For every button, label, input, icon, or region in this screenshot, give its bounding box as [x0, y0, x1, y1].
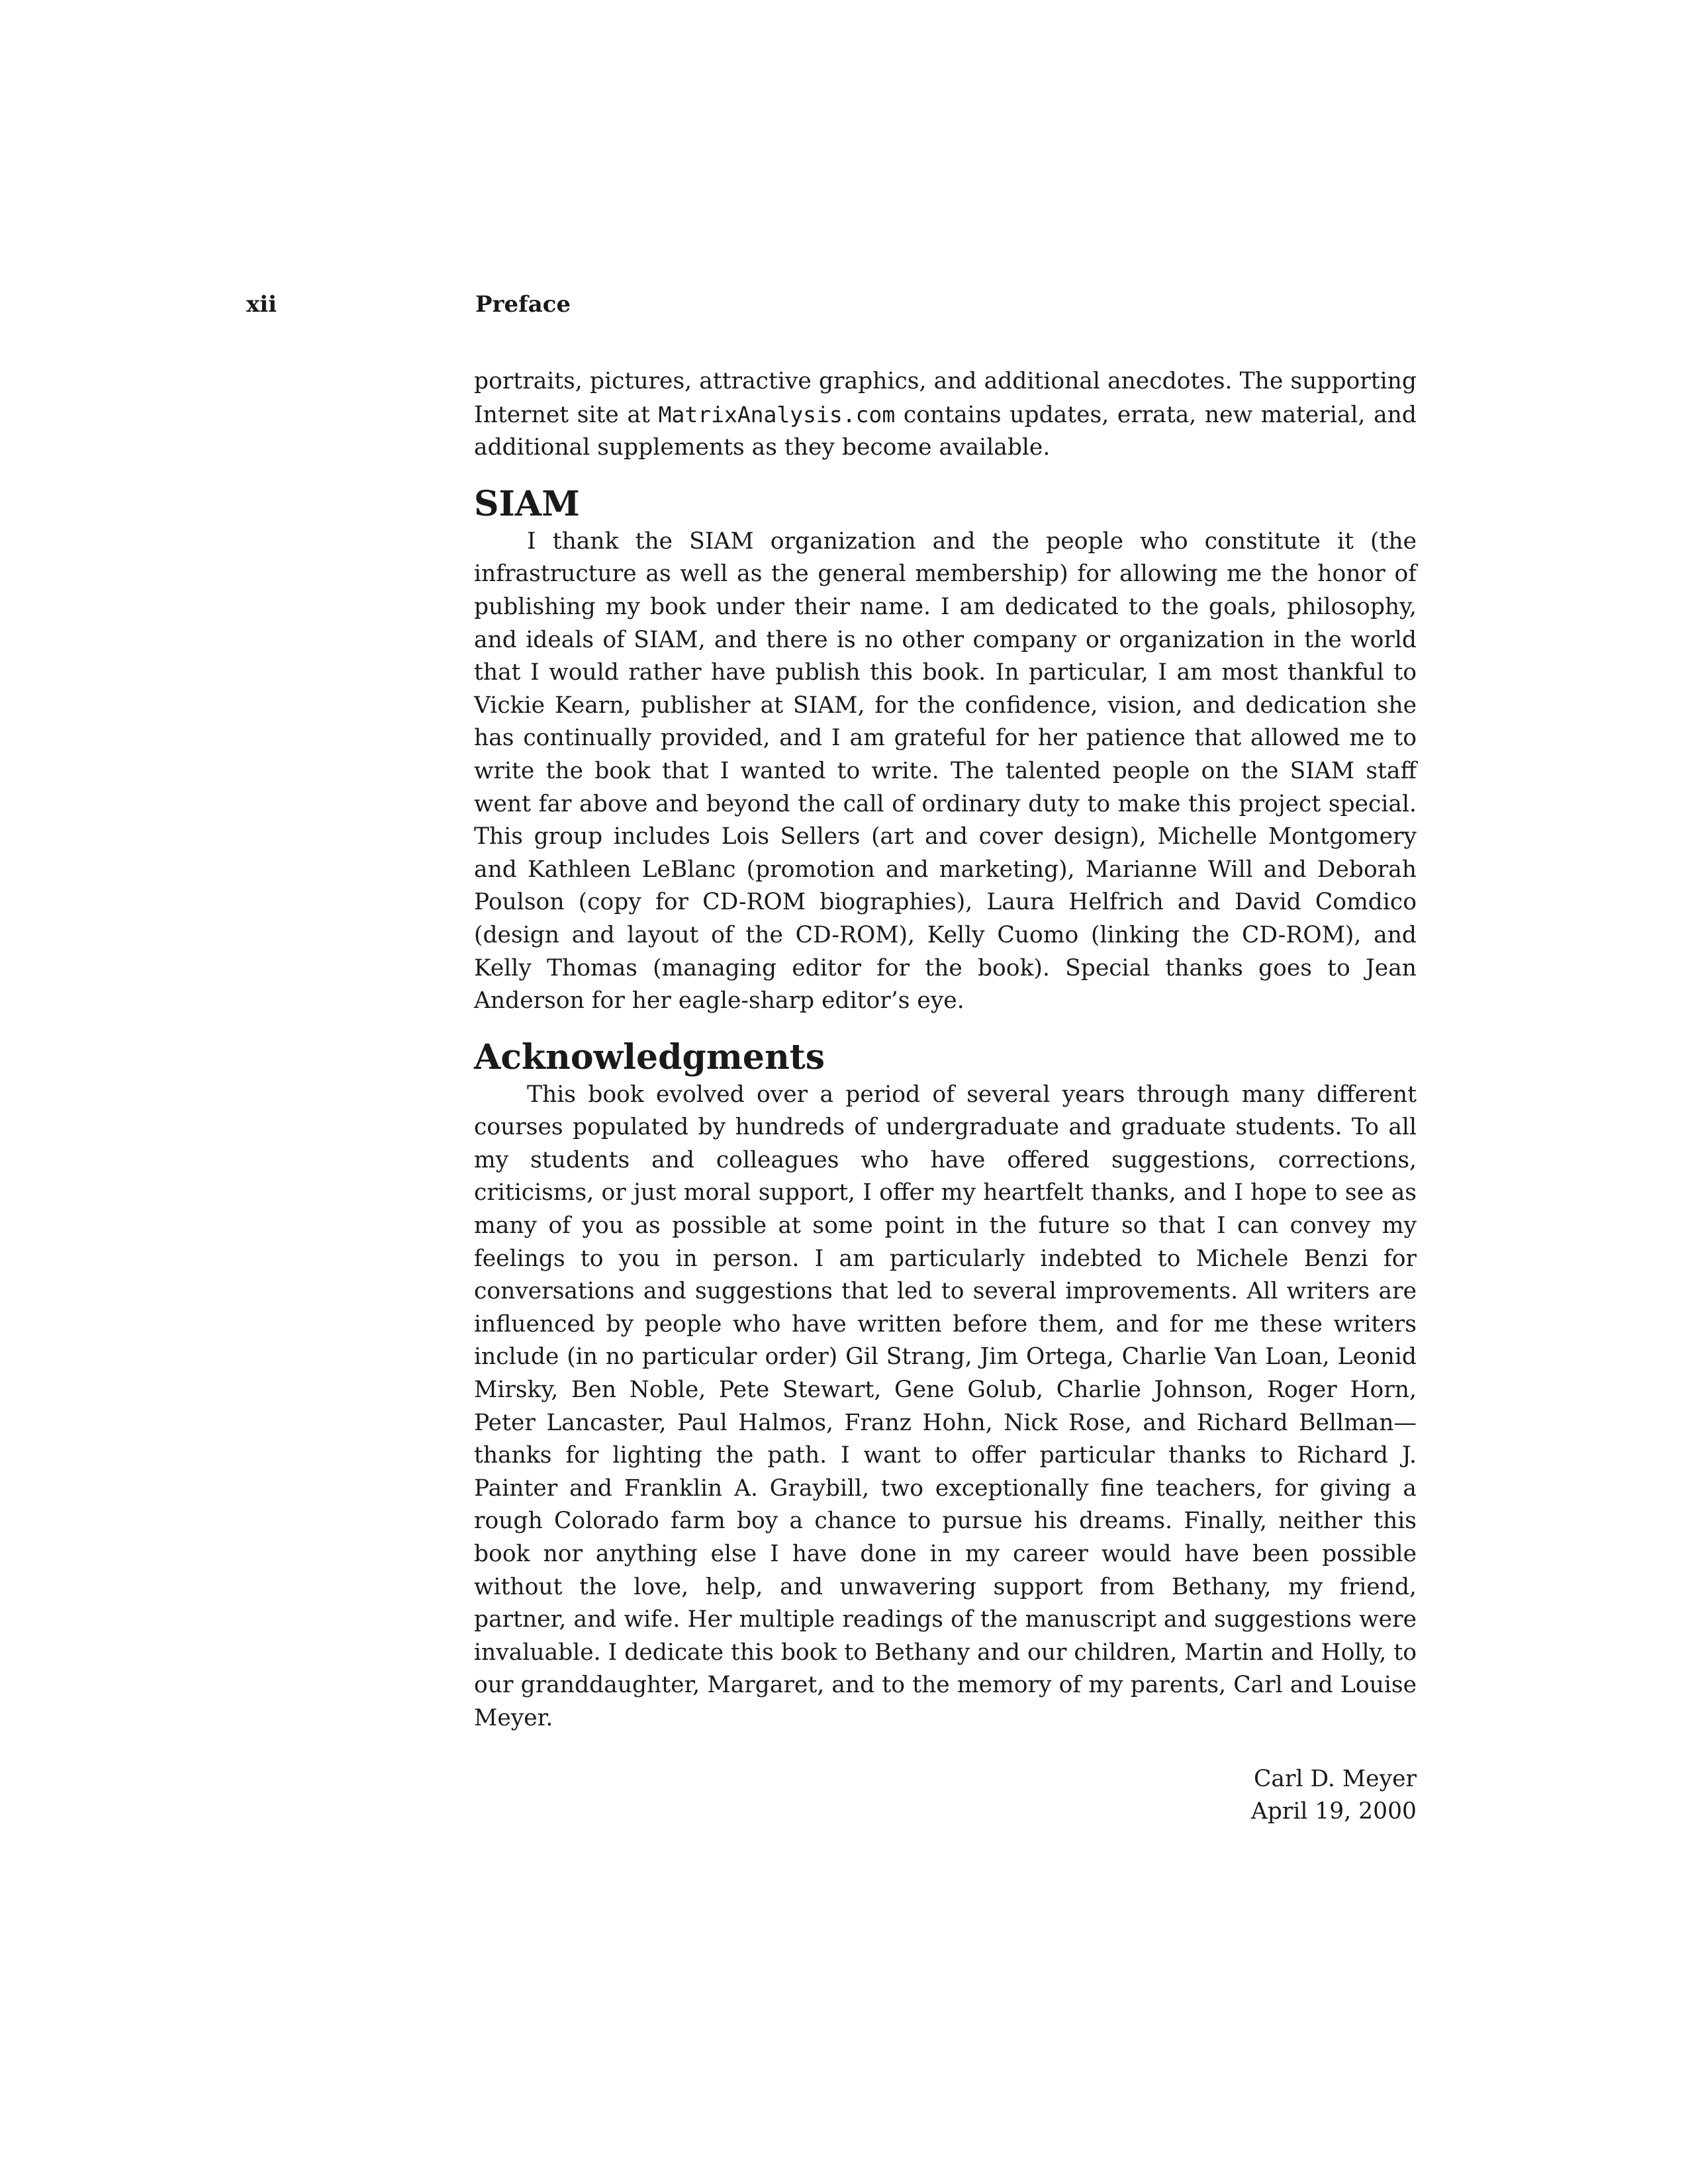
- signature-date: April 19, 2000: [1250, 1798, 1417, 1825]
- intro-text-before-link: portraits, pictures, attractive graphics, and additional anecdotes. The supporting Internet site at: [474, 368, 1417, 428]
- signature-block: [474, 1763, 1417, 1829]
- siam-heading: SIAM: [474, 483, 580, 524]
- acknowledgments-heading: Acknowledgments: [474, 1036, 825, 1077]
- siam-paragraph: I thank the SIAM organization and the people who constitute it (the infrastructure as well as the general membership) for allowing me the honor of publishing my book under their name. I am dedicated to the goals, philosophy, and ideals of SIAM, and there is no other company or organization in the world that I would rather have publish this book. In particular, I am most thankful to Vickie Kearn, publisher at SIAM, for the confidence, vision, and dedication she has continually provided, and I am grateful for her patience that allowed me to write the book that I wanted to write. The talented people on the SIAM staff went far above and beyond the call of ordinary duty to make this project special. This group includes Lois Sellers (art and cover design), Michelle Montgomery and Kathleen LeBlanc (promotion and marketing), Marianne Will and Deborah Poulson (copy for CD-ROM biographies), Laura Helfrich and David Comdico (design and layout of the CD-ROM), Kelly Cuomo (linking the CD-ROM), and Kelly Thomas (managing editor for the book). Special thanks goes to Jean Anderson for her eagle-sharp editor’s eye.: [474, 527, 1417, 1015]
- running-title: Preface: [475, 291, 571, 318]
- page-number: xii: [246, 291, 277, 318]
- preface-body: [474, 365, 1417, 1829]
- website-link: MatrixAnalysis.com: [658, 401, 896, 428]
- acknowledgments-paragraph: This book evolved over a period of several years through many different courses populated by hundreds of undergraduate and graduate students. To all my students and colleagues who have offered suggestions, corrections, criticisms, or just moral support, I offer my heartfelt thanks, and I hope to see as many of you as possible at some point in the future so that I can convey my feelings to you in person. I am particularly indebted to Michele Benzi for conversations and suggestions that led to several improvements. All writers are influenced by people who have written before them, and for me these writers include (in no particular order) Gil Strang, Jim Ortega, Charlie Van Loan, Leonid Mirsky, Ben Noble, Pete Stewart, Gene Golub, Charlie Johnson, Roger Horn, Peter Lancaster, Paul Halmos, Franz Hohn, Nick Rose, and Richard Bellman—thanks for lighting the path. I want to offer particular thanks to Richard J. Painter and Franklin A. Graybill, two exceptionally fine teachers, for giving a rough Colorado farm boy a chance to pursue his dreams. Finally, neither this book nor anything else I have done in my career would have been possible without the love, help, and unwavering support from Bethany, my friend, partner, and wife. Her multiple readings of the manuscript and suggestions were invaluable. I dedicate this book to Bethany and our children, Martin and Holly, to our granddaughter, Margaret, and to the memory of my parents, Carl and Louise Meyer.: [474, 1081, 1417, 1731]
- intro-paragraph: [474, 365, 1417, 465]
- intro-text-after-link: contains updates, errata, new material, and additional supplements as they become available.: [474, 401, 1417, 461]
- author-name: Carl D. Meyer: [1254, 1765, 1417, 1792]
- running-head: [0, 291, 1688, 324]
